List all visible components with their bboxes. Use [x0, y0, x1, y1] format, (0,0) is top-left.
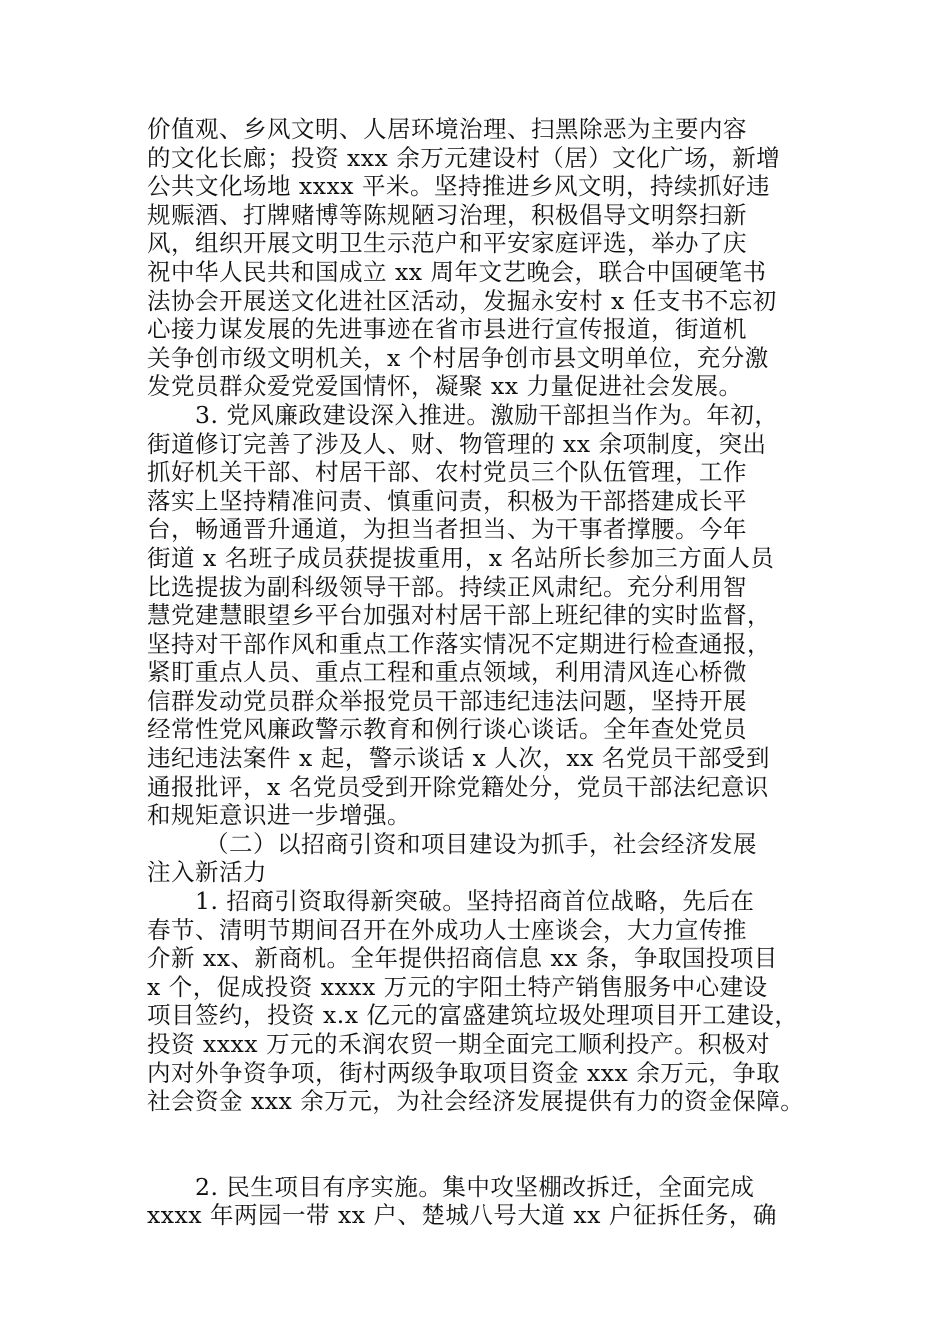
paragraph-gap [147, 1116, 827, 1173]
text-line: 价值观、乡风文明、人居环境治理、扫黑除恶为主要内容 [147, 115, 747, 143]
text-line: 慧党建慧眼望乡平台加强对村居干部上班纪律的实时监督， [147, 601, 771, 630]
text-line: 街道修订完善了涉及人、财、物管理的 xx 余项制度，突出 [147, 429, 767, 458]
text-line: 信群发动党员群众举报党员干部违纪违法问题，坚持开展 [147, 686, 747, 715]
paragraph-heading: 1. 招商引资取得新突破。坚持招商首位战略，先后在 [195, 887, 755, 916]
text-line: 法协会开展送文化进社区活动，发掘永安村 x 任支书不忘初 [147, 286, 777, 315]
text-line: x 个，促成投资 xxxx 万元的宇阳土特产销售服务中心建设 [147, 972, 768, 1001]
text-line: 抓好机关干部、村居干部、农村党员三个队伍管理，工作 [147, 458, 747, 487]
paragraph-heading: 3. 党风廉政建设深入推进。激励干部担当作为。年初， [195, 400, 779, 429]
text-line: 台，畅通晋升通道，为担当者担当、为干事者撑腰。今年 [147, 515, 747, 544]
text-line: 心接力谋发展的先进事迹在省市县进行宣传报道，街道机 [147, 315, 747, 344]
text-line: 通报批评，x 名党员受到开除党籍处分，党员干部法纪意识 [147, 772, 769, 801]
text-line: 经常性党风廉政警示教育和例行谈心谈话。全年查处党员 [147, 715, 747, 744]
text-line: 关争创市级文明机关，x 个村居争创市县文明单位，充分激 [147, 343, 769, 372]
document-body [147, 115, 827, 1230]
text-line: 投资 xxxx 万元的禾润农贸一期全面完工顺利投产。积极对 [147, 1030, 770, 1058]
text-line: 落实上坚持精准问责、慎重问责，积极为干部搭建成长平 [147, 486, 747, 515]
text-line: 紧盯重点人员、重点工程和重点领域，利用清风连心桥微 [147, 658, 747, 687]
section-heading-continued: 注入新活力 [147, 858, 267, 887]
text-line: 春节、清明节期间召开在外成功人士座谈会，大力宣传推 [147, 915, 747, 944]
text-line: 项目签约，投资 x.x 亿元的富盛建筑垃圾处理项目开工建设， [147, 1001, 799, 1030]
text-line: 发党员群众爱党爱国情怀，凝聚 xx 力量促进社会发展。 [147, 372, 743, 401]
text-line: 坚持对干部作风和重点工作落实情况不定期进行检查通报， [147, 629, 771, 658]
text-line: 的文化长廊；投资 xxx 余万元建设村（居）文化广场，新增 [147, 143, 781, 172]
section-heading: （二）以招商引资和项目建设为抓手，社会经济发展 [205, 829, 757, 858]
text-line: 比选提拔为副科级领导干部。持续正风肃纪。充分利用智 [147, 572, 747, 601]
text-line: 和规矩意识进一步增强。 [147, 801, 411, 830]
text-line: 介新 xx、新商机。全年提供招商信息 xx 条，争取国投项目 [147, 944, 778, 973]
text-line: xxxx 年两园一带 xx 户、楚城八号大道 xx 户征拆任务，确 [147, 1201, 777, 1230]
paragraph-heading: 2. 民生项目有序实施。集中攻坚棚改拆迁，全面完成 [195, 1172, 755, 1201]
text-line: 祝中华人民共和国成立 xx 周年文艺晚会，联合中国硬笔书 [147, 257, 767, 286]
text-line: 社会资金 xxx 余万元，为社会经济发展提供有力的资金保障。 [147, 1087, 805, 1116]
text-line: 规赈酒、打牌赌博等陈规陋习治理，积极倡导文明祭扫新 [147, 200, 747, 229]
text-line: 街道 x 名班子成员获提拔重用，x 名站所长参加三方面人员 [147, 543, 775, 572]
text-line: 内对外争资争项，街村两级争取项目资金 xxx 余万元，争取 [147, 1058, 781, 1087]
text-line: 违纪违法案件 x 起，警示谈话 x 人次，xx 名党员干部受到 [147, 744, 770, 773]
text-line: 风，组织开展文明卫生示范户和平安家庭评选，举办了庆 [147, 229, 747, 258]
text-line: 公共文化场地 xxxx 平米。坚持推进乡风文明，持续抓好违 [147, 172, 770, 201]
